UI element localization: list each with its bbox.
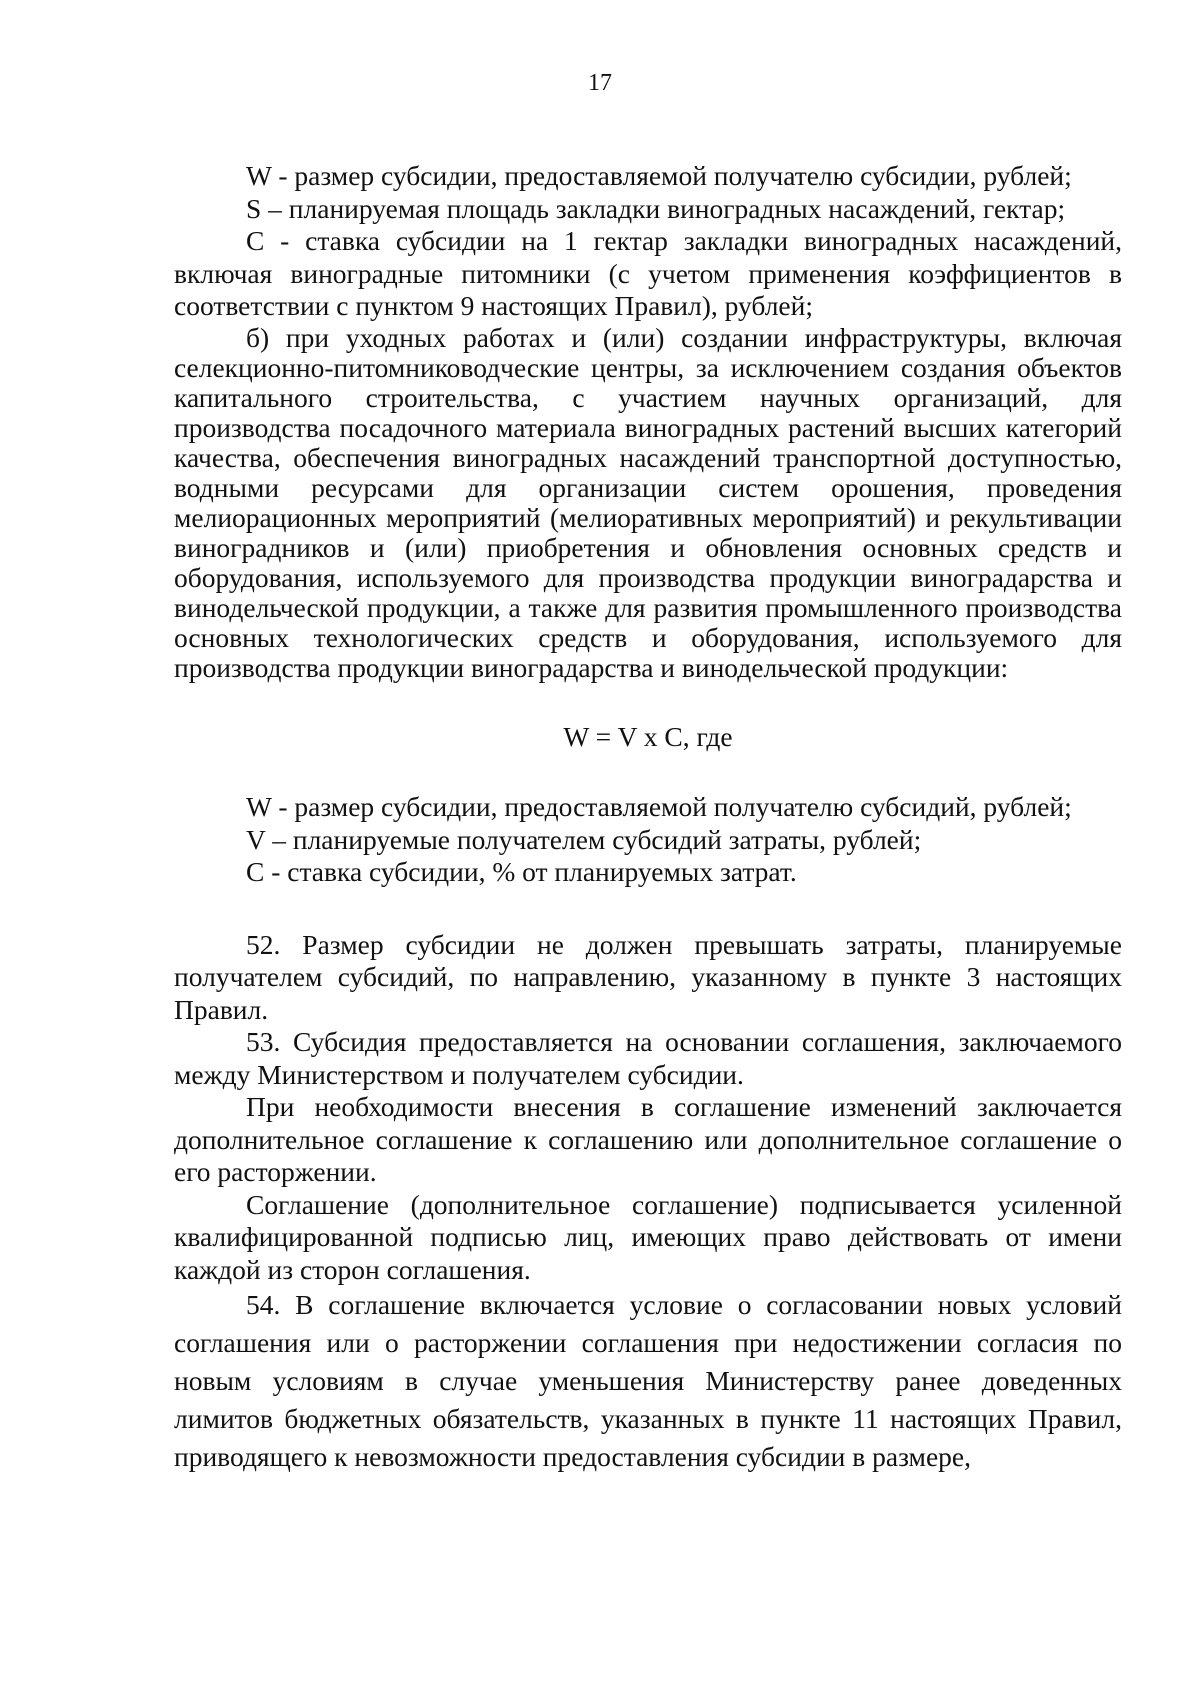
paragraph: V – планируемые получателем субсидий затраты, рублей; bbox=[246, 823, 922, 855]
paragraph: C - ставка субсидии на 1 гектар закладки виноградных насаждений, включая виноградные питомники (с учетом применения коэффициентов в соответствии с пунктом 9 настоящих Правил), рублей; bbox=[174, 225, 1122, 321]
paragraph: б) при уходных работах и (или) создании инфраструктуры, включая селекционно-питомниководческие центры, за исключением создания объектов капитального строительства, с участием научных организаций, для производства посадочного материала виноградных растений высших категорий качества, обеспечения виноградных насаждений транспортной доступностью, водными ресурсами для организации систем орошения, проведения мелиорационных мероприятий (мелиоративных мероприятий) и рекультивации виноградников и (или) приобретения и обновления основных средств и оборудования, используемого для производства продукции виноградарства и винодельческой продукции, а также для развития промышленного производства основных технологических средств и оборудования, используемого для производства продукции виноградарства и винодельческой продукции: bbox=[174, 321, 1122, 683]
paragraph: C - ставка субсидии, % от планируемых затрат. bbox=[246, 856, 797, 887]
clauses-block bbox=[174, 929, 1122, 1287]
formula: W = V x C, где bbox=[563, 720, 733, 752]
document-body bbox=[174, 160, 1122, 1476]
page-number: 17 bbox=[588, 70, 612, 96]
paragraph: W - размер субсидии, предоставляемой получателю субсидий, рублей; bbox=[246, 791, 1072, 822]
paragraph: Соглашение (дополнительное соглашение) подписывается усиленной квалифицированной подписью лиц, имеющих право действовать от имени каждой из сторон соглашения. bbox=[174, 1188, 1122, 1285]
paragraph: 52. Размер субсидии не должен превышать затраты, планируемые получателем субсидий, по направлению, указанному в пункте 3 настоящих Правил. bbox=[174, 928, 1122, 1025]
variables-block-2 bbox=[174, 791, 1122, 889]
paragraph: 54. В соглашение включается условие о согласовании новых условий соглашения или о расторжении соглашения при недостижении согласия по новым условиям в случае уменьшения Министерству ранее доведенных лимитов бюджетных обязательств, указанных в пункте 11 настоящих Правил, приводящего к невозможности предоставления субсидии в размере, bbox=[174, 1289, 1122, 1472]
paragraph: При необходимости внесения в соглашение изменений заключается дополнительное соглашение к соглашению или дополнительное соглашение о его расторжении. bbox=[174, 1091, 1122, 1187]
paragraph: S – планируемая площадь закладки виноградных насаждений, гектар; bbox=[246, 192, 1066, 224]
paragraph: 53. Субсидия предоставляется на основании соглашения, заключаемого между Министерством и получателем субсидии. bbox=[174, 1026, 1122, 1090]
clause-54-block bbox=[174, 1286, 1122, 1476]
paragraph: W - размер субсидии, предоставляемой получателю субсидии, рублей; bbox=[246, 160, 1072, 191]
variables-block-1 bbox=[174, 160, 1122, 683]
